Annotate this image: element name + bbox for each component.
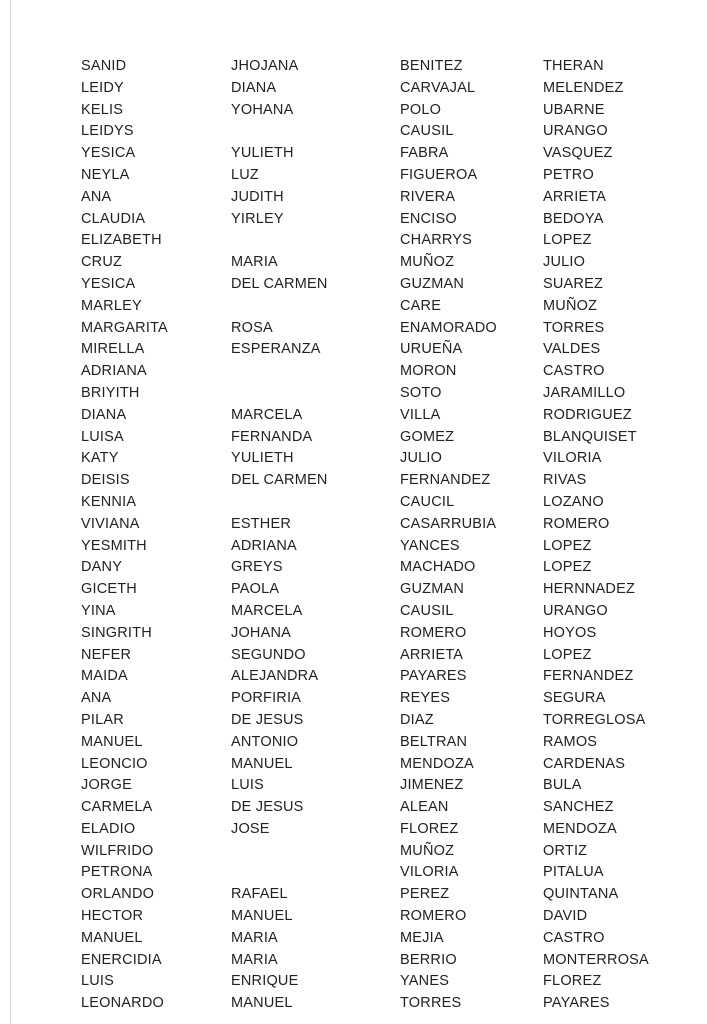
- table-row: [81, 78, 673, 100]
- second-surname-cell: VASQUEZ: [543, 145, 613, 162]
- table-row: [81, 383, 673, 405]
- first-name-cell: ELADIO: [81, 820, 136, 837]
- table-row: [81, 492, 673, 514]
- table-row: [81, 579, 673, 601]
- first-surname-cell: ALEAN: [400, 799, 449, 816]
- second-name-cell: ROSA: [231, 319, 273, 336]
- first-surname-cell: VILLA: [400, 406, 441, 423]
- first-surname-cell: MENDOZA: [400, 755, 474, 772]
- second-surname-cell: HOYOS: [543, 624, 597, 641]
- second-name-cell: [231, 296, 400, 318]
- table-row: [81, 121, 673, 143]
- first-surname-cell: FABRA: [400, 145, 449, 162]
- table-row: [81, 841, 673, 863]
- first-surname-cell: MUÑOZ: [400, 254, 455, 271]
- table-row: [81, 339, 673, 361]
- first-surname-cell: FIGUEROA: [400, 166, 478, 183]
- second-surname-cell: MONTERROSA: [543, 951, 649, 968]
- names-table-body: [81, 56, 673, 1015]
- second-name-cell: ESTHER: [231, 515, 292, 532]
- second-surname-cell: LOZANO: [543, 493, 604, 510]
- second-name-cell: JOHANA: [231, 624, 292, 641]
- table-row: [81, 819, 673, 841]
- first-name-cell: LEIDY: [81, 79, 124, 96]
- first-surname-cell: GUZMAN: [400, 581, 465, 598]
- second-name-cell: GREYS: [231, 559, 283, 576]
- first-name-cell: ELIZABETH: [81, 232, 162, 249]
- first-surname-cell: ENAMORADO: [400, 319, 497, 336]
- table-row: [81, 688, 673, 710]
- second-name-cell: SEGUNDO: [231, 646, 306, 663]
- first-name-cell: HECTOR: [81, 908, 144, 925]
- second-name-cell: [231, 361, 400, 383]
- first-surname-cell: MACHADO: [400, 559, 476, 576]
- table-row: [81, 230, 673, 252]
- second-name-cell: DIANA: [231, 79, 277, 96]
- table-row: [81, 797, 673, 819]
- first-name-cell: PILAR: [81, 711, 124, 728]
- table-row: [81, 710, 673, 732]
- second-surname-cell: JARAMILLO: [543, 384, 626, 401]
- first-name-cell: WILFRIDO: [81, 842, 154, 859]
- second-name-cell: DEL CARMEN: [231, 275, 328, 292]
- table-row: [81, 928, 673, 950]
- first-name-cell: MAIDA: [81, 668, 128, 685]
- first-name-cell: MANUEL: [81, 733, 143, 750]
- second-surname-cell: ORTIZ: [543, 842, 588, 859]
- second-name-cell: MANUEL: [231, 908, 293, 925]
- first-surname-cell: MUÑOZ: [400, 842, 455, 859]
- second-surname-cell: LOPEZ: [543, 559, 592, 576]
- second-name-cell: ALEJANDRA: [231, 668, 319, 685]
- first-surname-cell: CARE: [400, 297, 442, 314]
- second-surname-cell: CASTRO: [543, 363, 605, 380]
- second-surname-cell: LOPEZ: [543, 646, 592, 663]
- table-row: [81, 557, 673, 579]
- first-name-cell: MARLEY: [81, 297, 142, 314]
- table-row: [81, 296, 673, 318]
- second-name-cell: MARIA: [231, 929, 278, 946]
- second-surname-cell: RODRIGUEZ: [543, 406, 632, 423]
- first-name-cell: KENNIA: [81, 493, 137, 510]
- second-surname-cell: BLANQUISET: [543, 428, 637, 445]
- first-name-cell: DIANA: [81, 406, 127, 423]
- table-row: [81, 536, 673, 558]
- table-row: [81, 971, 673, 993]
- table-row: [81, 56, 673, 78]
- first-name-cell: LEONARDO: [81, 995, 164, 1012]
- second-surname-cell: FERNANDEZ: [543, 668, 634, 685]
- table-row: [81, 187, 673, 209]
- second-name-cell: [231, 230, 400, 252]
- table-row: [81, 318, 673, 340]
- first-name-cell: KELIS: [81, 101, 124, 118]
- first-name-cell: ORLANDO: [81, 886, 155, 903]
- first-surname-cell: FERNANDEZ: [400, 472, 491, 489]
- first-name-cell: GICETH: [81, 581, 137, 598]
- second-surname-cell: SANCHEZ: [543, 799, 614, 816]
- second-name-cell: LUZ: [231, 166, 259, 183]
- first-name-cell: MANUEL: [81, 929, 143, 946]
- first-surname-cell: DIAZ: [400, 711, 434, 728]
- first-surname-cell: GUZMAN: [400, 275, 465, 292]
- first-name-cell: BRIYITH: [81, 384, 140, 401]
- table-row: [81, 601, 673, 623]
- second-surname-cell: JULIO: [543, 254, 586, 271]
- first-surname-cell: CAUSIL: [400, 602, 454, 619]
- first-surname-cell: YANES: [400, 973, 450, 990]
- second-name-cell: YOHANA: [231, 101, 294, 118]
- second-name-cell: MANUEL: [231, 755, 293, 772]
- second-surname-cell: TORRES: [543, 319, 605, 336]
- second-name-cell: FERNANDA: [231, 428, 313, 445]
- first-name-cell: LEONCIO: [81, 755, 148, 772]
- table-row: [81, 100, 673, 122]
- second-surname-cell: SEGURA: [543, 690, 606, 707]
- first-surname-cell: POLO: [400, 101, 442, 118]
- first-surname-cell: SOTO: [400, 384, 442, 401]
- second-name-cell: MANUEL: [231, 995, 293, 1012]
- table-row: [81, 514, 673, 536]
- second-name-cell: YULIETH: [231, 450, 294, 467]
- second-name-cell: [231, 492, 400, 514]
- second-surname-cell: MELENDEZ: [543, 79, 624, 96]
- second-name-cell: MARCELA: [231, 406, 303, 423]
- second-name-cell: DE JESUS: [231, 711, 304, 728]
- second-surname-cell: RIVAS: [543, 472, 587, 489]
- second-name-cell: [231, 862, 400, 884]
- first-surname-cell: CHARRYS: [400, 232, 473, 249]
- first-name-cell: DEISIS: [81, 472, 130, 489]
- second-surname-cell: CARDENAS: [543, 755, 626, 772]
- first-surname-cell: PEREZ: [400, 886, 450, 903]
- second-surname-cell: UBARNE: [543, 101, 605, 118]
- first-name-cell: LEIDYS: [81, 123, 134, 140]
- table-row: [81, 775, 673, 797]
- second-name-cell: [231, 121, 400, 143]
- second-name-cell: ESPERANZA: [231, 341, 321, 358]
- table-row: [81, 427, 673, 449]
- first-name-cell: ANA: [81, 690, 112, 707]
- table-row: [81, 252, 673, 274]
- table-row: [81, 405, 673, 427]
- second-name-cell: YULIETH: [231, 145, 294, 162]
- second-name-cell: ADRIANA: [231, 537, 297, 554]
- first-name-cell: YINA: [81, 602, 116, 619]
- first-name-cell: SANID: [81, 58, 127, 74]
- table-row: [81, 732, 673, 754]
- first-surname-cell: CASARRUBIA: [400, 515, 497, 532]
- second-name-cell: PORFIRIA: [231, 690, 302, 707]
- second-surname-cell: TORREGLOSA: [543, 711, 646, 728]
- table-row: [81, 448, 673, 470]
- second-surname-cell: BEDOYA: [543, 210, 604, 227]
- first-surname-cell: JIMENEZ: [400, 777, 464, 794]
- first-surname-cell: CAUSIL: [400, 123, 454, 140]
- first-name-cell: SINGRITH: [81, 624, 152, 641]
- table-row: [81, 906, 673, 928]
- second-name-cell: JHOJANA: [231, 58, 299, 74]
- second-surname-cell: SUAREZ: [543, 275, 604, 292]
- second-surname-cell: FLOREZ: [543, 973, 602, 990]
- second-surname-cell: CASTRO: [543, 929, 605, 946]
- first-name-cell: DANY: [81, 559, 123, 576]
- first-name-cell: MIRELLA: [81, 341, 145, 358]
- second-name-cell: MARCELA: [231, 602, 303, 619]
- first-name-cell: YESICA: [81, 275, 136, 292]
- first-surname-cell: CARVAJAL: [400, 79, 476, 96]
- second-surname-cell: VALDES: [543, 341, 601, 358]
- second-name-cell: ANTONIO: [231, 733, 299, 750]
- first-name-cell: YESMITH: [81, 537, 147, 554]
- second-surname-cell: RAMOS: [543, 733, 598, 750]
- names-table: [81, 56, 673, 1015]
- second-surname-cell: PITALUA: [543, 864, 604, 881]
- first-surname-cell: RIVERA: [400, 188, 456, 205]
- table-row: [81, 623, 673, 645]
- second-surname-cell: ROMERO: [543, 515, 610, 532]
- second-surname-cell: HERNNADEZ: [543, 581, 636, 598]
- second-name-cell: DEL CARMEN: [231, 472, 328, 489]
- table-row: [81, 884, 673, 906]
- table-row: [81, 993, 673, 1015]
- second-surname-cell: BULA: [543, 777, 582, 794]
- second-surname-cell: QUINTANA: [543, 886, 619, 903]
- first-name-cell: JORGE: [81, 777, 132, 794]
- first-name-cell: NEYLA: [81, 166, 130, 183]
- table-row: [81, 862, 673, 884]
- second-surname-cell: VILORIA: [543, 450, 602, 467]
- table-row: [81, 950, 673, 972]
- first-surname-cell: BENITEZ: [400, 58, 463, 74]
- first-surname-cell: TORRES: [400, 995, 462, 1012]
- first-name-cell: ADRIANA: [81, 363, 147, 380]
- first-name-cell: LUIS: [81, 973, 115, 990]
- table-row: [81, 165, 673, 187]
- second-surname-cell: MUÑOZ: [543, 297, 598, 314]
- first-name-cell: ANA: [81, 188, 112, 205]
- first-surname-cell: CAUCIL: [400, 493, 455, 510]
- page-left-border: [10, 0, 11, 1024]
- first-name-cell: PETRONA: [81, 864, 153, 881]
- first-surname-cell: ROMERO: [400, 624, 467, 641]
- second-surname-cell: LOPEZ: [543, 232, 592, 249]
- first-surname-cell: BELTRAN: [400, 733, 468, 750]
- first-surname-cell: VILORIA: [400, 864, 459, 881]
- first-surname-cell: FLOREZ: [400, 820, 459, 837]
- second-name-cell: LUIS: [231, 777, 265, 794]
- first-surname-cell: MEJIA: [400, 929, 444, 946]
- first-surname-cell: ARRIETA: [400, 646, 464, 663]
- first-surname-cell: MORON: [400, 363, 457, 380]
- first-name-cell: LUISA: [81, 428, 124, 445]
- second-surname-cell: LOPEZ: [543, 537, 592, 554]
- second-name-cell: [231, 841, 400, 863]
- second-surname-cell: URANGO: [543, 602, 608, 619]
- first-surname-cell: REYES: [400, 690, 451, 707]
- table-row: [81, 143, 673, 165]
- first-surname-cell: GOMEZ: [400, 428, 455, 445]
- first-surname-cell: ROMERO: [400, 908, 467, 925]
- second-name-cell: DE JESUS: [231, 799, 304, 816]
- table-row: [81, 209, 673, 231]
- second-name-cell: MARIA: [231, 254, 278, 271]
- first-surname-cell: JULIO: [400, 450, 443, 467]
- table-row: [81, 645, 673, 667]
- second-surname-cell: URANGO: [543, 123, 608, 140]
- second-surname-cell: ARRIETA: [543, 188, 607, 205]
- second-name-cell: MARIA: [231, 951, 278, 968]
- first-name-cell: KATY: [81, 450, 119, 467]
- table-row: [81, 274, 673, 296]
- second-name-cell: YIRLEY: [231, 210, 284, 227]
- second-name-cell: JUDITH: [231, 188, 284, 205]
- second-name-cell: ENRIQUE: [231, 973, 299, 990]
- first-name-cell: CARMELA: [81, 799, 153, 816]
- first-name-cell: NEFER: [81, 646, 132, 663]
- first-surname-cell: YANCES: [400, 537, 460, 554]
- second-name-cell: [231, 383, 400, 405]
- first-surname-cell: ENCISO: [400, 210, 457, 227]
- first-surname-cell: BERRIO: [400, 951, 457, 968]
- second-surname-cell: MENDOZA: [543, 820, 617, 837]
- table-row: [81, 470, 673, 492]
- first-name-cell: CLAUDIA: [81, 210, 146, 227]
- table-row: [81, 666, 673, 688]
- first-name-cell: YESICA: [81, 145, 136, 162]
- second-name-cell: PAOLA: [231, 581, 280, 598]
- first-surname-cell: PAYARES: [400, 668, 467, 685]
- first-name-cell: ENERCIDIA: [81, 951, 162, 968]
- second-surname-cell: PETRO: [543, 166, 594, 183]
- first-name-cell: VIVIANA: [81, 515, 140, 532]
- first-surname-cell: URUEÑA: [400, 341, 463, 358]
- second-surname-cell: PAYARES: [543, 995, 610, 1012]
- second-name-cell: RAFAEL: [231, 886, 288, 903]
- second-name-cell: JOSE: [231, 820, 270, 837]
- table-row: [81, 754, 673, 776]
- first-name-cell: MARGARITA: [81, 319, 168, 336]
- first-name-cell: CRUZ: [81, 254, 123, 271]
- table-row: [81, 361, 673, 383]
- second-surname-cell: THERAN: [543, 58, 604, 74]
- second-surname-cell: DAVID: [543, 908, 588, 925]
